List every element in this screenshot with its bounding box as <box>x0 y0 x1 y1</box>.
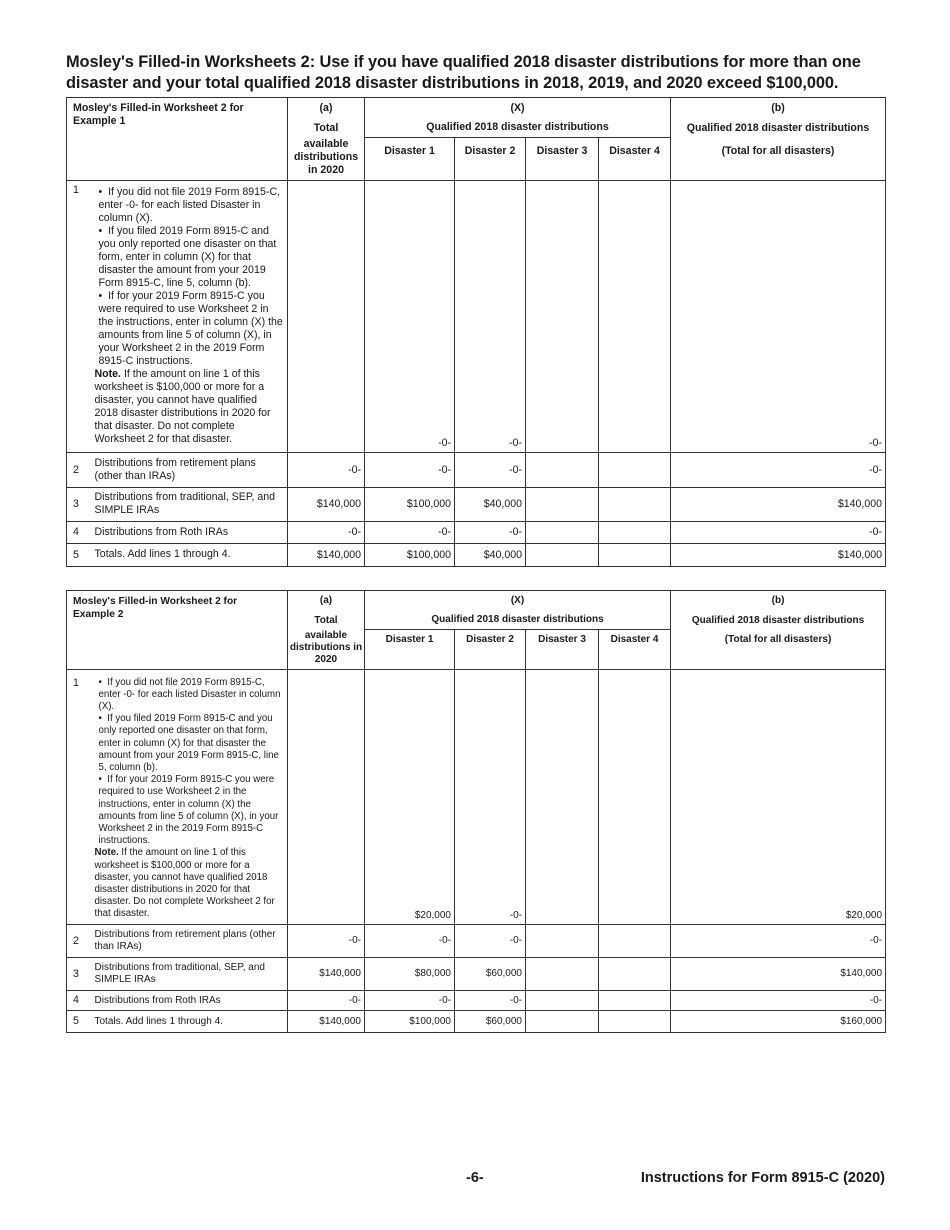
cell-a: $140,000 <box>288 1010 365 1032</box>
line-number: 5 <box>67 1010 91 1032</box>
header-disaster-2: Disaster 2 <box>455 138 526 181</box>
cell-disaster-3 <box>526 543 599 566</box>
cell-a: -0- <box>288 521 365 543</box>
cell-disaster-3 <box>526 452 599 487</box>
line-number: 1 <box>67 180 91 452</box>
line-description: Distributions from traditional, SEP, and SIMPLE IRAs <box>91 957 288 990</box>
col-b-label: Qualified 2018 disaster distributions <box>671 611 886 630</box>
cell-a: -0- <box>288 452 365 487</box>
col-a-label: Total <box>288 611 365 630</box>
cell-disaster-2: $60,000 <box>455 1010 526 1032</box>
cell-disaster-2: -0- <box>455 180 526 452</box>
line-number: 4 <box>67 521 91 543</box>
cell-disaster-3 <box>526 521 599 543</box>
cell-b: -0- <box>671 990 886 1010</box>
cell-b: $140,000 <box>671 543 886 566</box>
line-number: 3 <box>67 957 91 990</box>
form-title-footer: Instructions for Form 8915-C (2020) <box>640 1170 885 1186</box>
cell-disaster-1: $100,000 <box>365 543 455 566</box>
col-b-letter: (b) <box>671 591 886 611</box>
line-description: Totals. Add lines 1 through 4. <box>91 1010 288 1032</box>
line-description: Distributions from retirement plans (other than IRAs) <box>91 452 288 487</box>
cell-disaster-2: $40,000 <box>455 487 526 521</box>
cell-disaster-4 <box>599 924 671 957</box>
col-x-label: Qualified 2018 disaster distributions <box>365 611 671 630</box>
cell-disaster-1: -0- <box>365 180 455 452</box>
cell-disaster-4 <box>599 180 671 452</box>
col-b-letter: (b) <box>671 98 886 118</box>
worksheet-title: Mosley's Filled-in Worksheet 2 for Example 2 <box>67 591 288 670</box>
cell-b: -0- <box>671 924 886 957</box>
cell-disaster-2: $40,000 <box>455 543 526 566</box>
cell-disaster-1: $80,000 <box>365 957 455 990</box>
cell-b: $160,000 <box>671 1010 886 1032</box>
line-description: Distributions from Roth IRAs <box>91 990 288 1010</box>
line-number: 5 <box>67 543 91 566</box>
cell-disaster-4 <box>599 487 671 521</box>
page-number: -6- <box>466 1170 484 1186</box>
cell-disaster-4 <box>599 1010 671 1032</box>
cell-disaster-1: $100,000 <box>365 487 455 521</box>
line-description: Totals. Add lines 1 through 4. <box>91 543 288 566</box>
col-a-label: Total <box>288 118 365 138</box>
table-row <box>67 669 886 924</box>
header-disaster-3: Disaster 3 <box>526 138 599 181</box>
col-a-sub: available distributions in 2020 <box>288 138 365 181</box>
cell-a: -0- <box>288 924 365 957</box>
cell-b: $140,000 <box>671 487 886 521</box>
cell-disaster-2: -0- <box>455 924 526 957</box>
cell-disaster-4 <box>599 452 671 487</box>
header-disaster-2: Disaster 2 <box>455 630 526 670</box>
cell-b: -0- <box>671 521 886 543</box>
cell-b: $140,000 <box>671 957 886 990</box>
cell-disaster-3 <box>526 924 599 957</box>
page-title: Mosley's Filled-in Worksheets 2: Use if you have qualified 2018 disaster distributions for more than one disaster and your total qualified 2018 disaster distributions in 2018, 2019, and 2020 exceed $100,000. <box>66 53 861 92</box>
worksheet-example-1 <box>66 97 886 567</box>
table-row <box>67 180 886 452</box>
col-x-letter: (X) <box>365 98 671 118</box>
cell-a: $140,000 <box>288 543 365 566</box>
col-a-sub: available distributions in 2020 <box>288 630 365 670</box>
line1-instructions: • If you did not file 2019 Form 8915-C, enter -0- for each listed Disaster in column (X). • If you filed 2019 Form 8915-C and you only reported one disaster on that form, enter in column (X) for that disaster the amount from your 2019 Form 8915-C, line 5, column (b). • If for your 2019 Form 8915-C you were required to use Worksheet 2 in the instructions, enter in column (X) the amounts from line 5 of column (X), in your Worksheet 2 in the 2019 Form 8915-C instructions. Note. If the amount on line 1 of this worksheet is $100,000 or more for a disaster, you cannot have qualified 2018 disaster distributions in 2020 for that disaster. Do not complete Worksheet 2 for that disaster. <box>91 669 288 924</box>
cell-disaster-4 <box>599 957 671 990</box>
table-row <box>67 990 886 1010</box>
cell-b: -0- <box>671 180 886 452</box>
col-a-letter: (a) <box>288 98 365 118</box>
line1-bullet-3: If for your 2019 Form 8915-C you were required to use Worksheet 2 in the instructions, enter in column (X) the amounts from line 5 of column (X), in your Worksheet 2 in the 2019 Form 8915-C instructions. <box>98 774 279 847</box>
line-number: 1 <box>67 669 91 924</box>
line1-instructions: • If you did not file 2019 Form 8915-C, enter -0- for each listed Disaster in column (X). • If you filed 2019 Form 8915-C and you only reported one disaster on that form, enter in column (X) for that disaster the amount from your 2019 Form 8915-C, line 5, column (b). • If for your 2019 Form 8915-C you were required to use Worksheet 2 in the instructions, enter in column (X) the amounts from line 5 of column (X), in your Worksheet 2 in the 2019 Form 8915-C instructions. Note. If the amount on line 1 of this worksheet is $100,000 or more for a disaster, you cannot have qualified 2018 disaster distributions in 2020 for that disaster. Do not complete Worksheet 2 for that disaster. <box>91 180 288 452</box>
cell-disaster-4 <box>599 669 671 924</box>
cell-disaster-2: -0- <box>455 521 526 543</box>
cell-a <box>288 669 365 924</box>
col-b-sub: (Total for all disasters) <box>671 630 886 670</box>
line-number: 2 <box>67 924 91 957</box>
col-x-label: Qualified 2018 disaster distributions <box>365 118 671 138</box>
header-disaster-4: Disaster 4 <box>599 630 671 670</box>
cell-disaster-2: -0- <box>455 990 526 1010</box>
cell-disaster-3 <box>526 180 599 452</box>
line-description: Distributions from traditional, SEP, and SIMPLE IRAs <box>91 487 288 521</box>
table-row <box>67 1010 886 1032</box>
line1-bullet-2: If you filed 2019 Form 8915-C and you only reported one disaster on that form, enter in column (X) for that disaster the amount from your 2019 Form 8915-C, line 5, column (b). <box>98 224 277 289</box>
cell-disaster-2: $60,000 <box>455 957 526 990</box>
note-label: Note. <box>94 367 121 380</box>
table-row <box>67 924 886 957</box>
table-row <box>67 543 886 566</box>
line1-bullet-3: If for your 2019 Form 8915-C you were required to use Worksheet 2 in the instructions, enter in column (X) the amounts from line 5 of column (X), in your Worksheet 2 in the 2019 Form 8915-C instructions. <box>98 289 283 367</box>
cell-a: -0- <box>288 990 365 1010</box>
cell-a: $140,000 <box>288 487 365 521</box>
cell-disaster-3 <box>526 669 599 924</box>
cell-disaster-1: -0- <box>365 924 455 957</box>
cell-disaster-3 <box>526 957 599 990</box>
note-text: If the amount on line 1 of this worksheet is $100,000 or more for a disaster, you cannot have qualified 2018 disaster distributions in 2020 for that disaster. Do not complete Worksheet 2 for that disaster. <box>94 367 271 445</box>
line-description: Distributions from Roth IRAs <box>91 521 288 543</box>
header-disaster-4: Disaster 4 <box>599 138 671 181</box>
header-disaster-3: Disaster 3 <box>526 630 599 670</box>
cell-disaster-2: -0- <box>455 669 526 924</box>
cell-disaster-1: -0- <box>365 990 455 1010</box>
header-disaster-1: Disaster 1 <box>365 630 455 670</box>
cell-disaster-1: $20,000 <box>365 669 455 924</box>
cell-a: $140,000 <box>288 957 365 990</box>
table-row <box>67 521 886 543</box>
col-x-letter: (X) <box>365 591 671 611</box>
worksheet-title: Mosley's Filled-in Worksheet 2 for Example 1 <box>67 98 288 181</box>
cell-disaster-2: -0- <box>455 452 526 487</box>
table-row <box>67 487 886 521</box>
cell-disaster-4 <box>599 990 671 1010</box>
cell-disaster-3 <box>526 1010 599 1032</box>
line-number: 4 <box>67 990 91 1010</box>
line1-bullet-1: If you did not file 2019 Form 8915-C, enter -0- for each listed Disaster in column (X). <box>98 676 281 712</box>
line-description: Distributions from retirement plans (other than IRAs) <box>91 924 288 957</box>
cell-disaster-3 <box>526 990 599 1010</box>
table-row <box>67 957 886 990</box>
note-text: If the amount on line 1 of this worksheet is $100,000 or more for a disaster, you cannot have qualified 2018 disaster distributions in 2020 for that disaster. Do not complete Worksheet 2 for that disaster. <box>94 847 275 920</box>
note-label: Note. <box>94 847 119 859</box>
cell-a <box>288 180 365 452</box>
cell-disaster-1: -0- <box>365 452 455 487</box>
cell-disaster-1: $100,000 <box>365 1010 455 1032</box>
header-disaster-1: Disaster 1 <box>365 138 455 181</box>
cell-disaster-4 <box>599 543 671 566</box>
line-number: 2 <box>67 452 91 487</box>
line1-bullet-1: If you did not file 2019 Form 8915-C, enter -0- for each listed Disaster in column (X). <box>98 185 281 224</box>
cell-disaster-3 <box>526 487 599 521</box>
col-a-letter: (a) <box>288 591 365 611</box>
cell-b: -0- <box>671 452 886 487</box>
cell-disaster-1: -0- <box>365 521 455 543</box>
col-b-sub: (Total for all disasters) <box>671 138 886 181</box>
line-number: 3 <box>67 487 91 521</box>
cell-disaster-4 <box>599 521 671 543</box>
line1-bullet-2: If you filed 2019 Form 8915-C and you only reported one disaster on that form, enter in column (X) for that disaster the amount from your 2019 Form 8915-C, line 5, column (b). <box>98 713 279 773</box>
table-row <box>67 452 886 487</box>
col-b-label: Qualified 2018 disaster distributions <box>671 118 886 138</box>
cell-b: $20,000 <box>671 669 886 924</box>
worksheet-example-2 <box>66 590 886 1033</box>
